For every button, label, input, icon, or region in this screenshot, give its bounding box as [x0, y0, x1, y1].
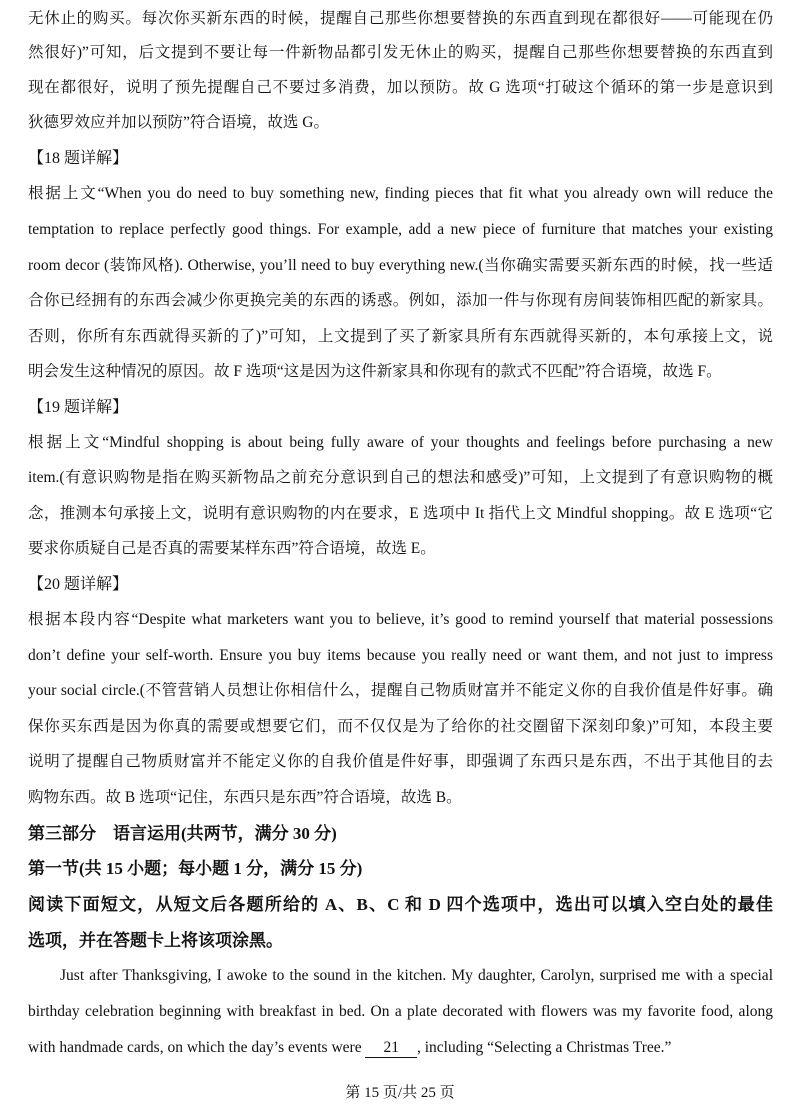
q18-heading: 【18 题详解】: [28, 150, 129, 167]
page-footer: 第 15 页/共 25 页: [345, 1085, 455, 1101]
text-line: 现在都很好，说明了预先提醒自己不要过多消费，加以预防。故 G 选项“打破这个循环的第一步是意识到: [28, 79, 773, 96]
q19-heading: 【19 题详解】: [28, 399, 129, 416]
text-line: 明会发生这种情况的原因。故 F 选项“这是因为这件新家具和你现有的款式不匹配”符合语境，故选 F。: [28, 363, 722, 380]
text-line: 要求你质疑自己是否真的需要某样东西”符合语境，故选 E。: [28, 540, 436, 557]
text-line: don’t define your self-worth. Ensure you buy items because you really need or want them, and not just to impress: [28, 647, 773, 664]
part3-title: 第三部分 语言运用(共两节，满分 30 分): [28, 824, 337, 843]
text-line: 说明了提醒自己物质财富并不能定义你的自我价值是件好事，即强调了东西只是东西，不出于其他目的去: [28, 753, 773, 770]
text-line: 根据上文“Mindful shopping is about being fully aware of your thoughts and feelings before purchasing a new: [28, 434, 773, 451]
text-line: your social circle.(不管营销人员想让你相信什么，提醒自己物质财富并不能定义你的自我价值是件好事。确: [28, 682, 773, 699]
passage-line: Just after Thanksgiving, I awoke to the sound in the kitchen. My daughter, Carolyn, surprised me with a special: [60, 967, 773, 984]
text-line: room decor (装饰风格). Otherwise, you’ll need to buy everything new.(当你确实需要买新东西的时候，找一些适: [28, 257, 773, 274]
text-line: item.(有意识购物是指在购买新物品之前充分意识到自己的想法和感受)”可知，上文提到了有意识购物的概: [28, 469, 773, 486]
instruction-line: 选项，并在答题卡上将该项涂黑。: [28, 931, 283, 950]
q20-heading: 【20 题详解】: [28, 576, 129, 593]
text-line: 保你买东西是因为你真的需要或想要它们，而不仅仅是为了给你的社交圈留下深刻印象)”可知，本段主要: [28, 718, 773, 735]
text-line: 无休止的购买。每次你买新东西的时候，提醒自己那些你想要替换的东西直到现在都很好——可能现在仍: [28, 10, 773, 27]
text-line: 根据上文“When you do need to buy something new, finding pieces that fit what you already own will reduce the: [28, 185, 773, 202]
passage-text: , including “Selecting a Christmas Tree.”: [416, 1039, 672, 1056]
text-line: 否则，你所有东西就得买新的了)”可知，上文提到了买了新家具所有东西就得买新的，本句承接上文，说: [28, 328, 773, 345]
text-line: 然很好)”可知，后文提到不要让每一件新物品都引发无休止的购买，提醒自己那些你想要替换的东西直到: [28, 44, 773, 61]
blank-21: 21: [365, 1039, 417, 1058]
passage-line: birthday celebration beginning with breakfast in bed. On a plate decorated with flowers was my favorite food, along: [28, 1003, 773, 1020]
instruction-line: 阅读下面短文，从短文后各题所给的 A、B、C 和 D 四个选项中，选出可以填入空白处的最佳: [28, 895, 773, 914]
text-line: 购物东西。故 B 选项“记住，东西只是东西”符合语境，故选 B。: [28, 789, 462, 806]
section1-title: 第一节(共 15 小题；每小题 1 分，满分 15 分): [28, 859, 363, 878]
passage-text: with handmade cards, on which the day’s events were: [28, 1039, 366, 1056]
text-line: 根据本段内容“Despite what marketers want you to believe, it’s good to remind yourself that material possessions: [28, 611, 773, 628]
passage-line: [28, 1037, 773, 1059]
text-line: temptation to replace perfectly good things. For example, add a new piece of furniture that matches your existing: [28, 221, 773, 238]
text-line: 狄德罗效应并加以预防”符合语境，故选 G。: [28, 114, 329, 131]
text-line: 念，推测本句承接上文，说明有意识购物的内在要求，E 选项中 It 指代上文 Mindful shopping。故 E 选项“它: [28, 505, 773, 522]
text-line: 合你已经拥有的东西会减少你更换完美的东西的诱惑。例如，添加一件与你现有房间装饰相匹配的新家具。: [28, 292, 773, 309]
